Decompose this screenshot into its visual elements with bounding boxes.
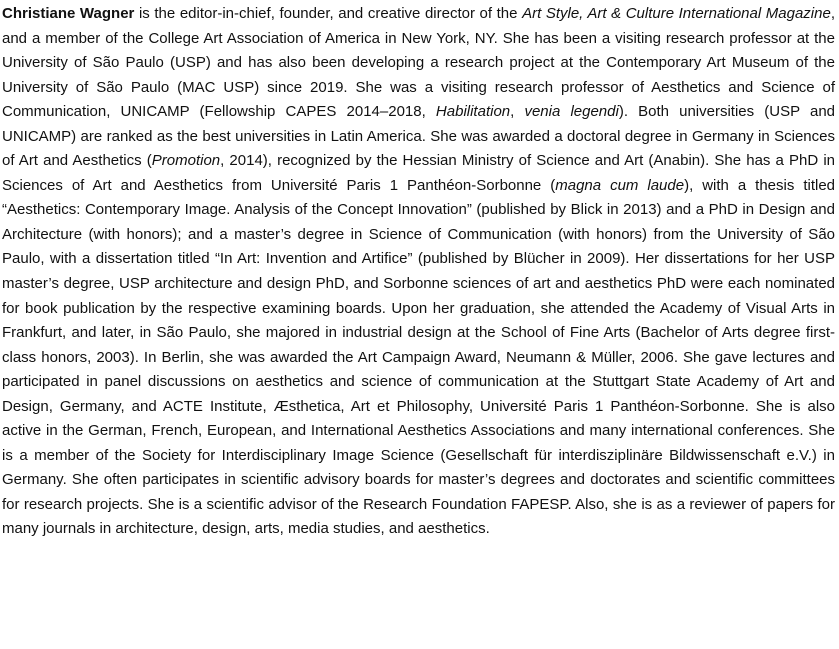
bio-text: ). Both universities (USP and UNICAMP) are ranked as the best universities in Latin America. She was awarded a doctoral degree in Germany in Sciences of Art and Aesthetics ( <box>2 103 836 170</box>
italic-term: Habilitation <box>435 103 511 121</box>
bio-text: , and a member of the College Art Association of America in New York, NY. She has been a visiting research professor at the University of São Paulo (USP) and has also been developing a research project at the Contemporary Art Museum of the University of São Paulo (MAC USP) since 2019. She was a visiting research professor of Aesthetics and Science of Communication, UNICAMP (Fellowship CAPES 2014–2018, <box>2 5 835 121</box>
biography-paragraph <box>2 2 835 542</box>
italic-term: venia legendi <box>524 103 619 121</box>
italic-term: magna cum laude <box>555 176 685 194</box>
bio-text: ), with a thesis titled “Aesthetics: Contemporary Image. Analysis of the Concept Innovation” (published by Blick in 2013) and a PhD in Design and Architecture (with honors); and a master’s degree in Science of Communication (with honors) from the University of São Paulo, with a dissertation titled “In Art: Invention and Artifice” (published by Blücher in 2009). Her dissertations for her USP master’s degree, USP architecture and design PhD, and Sorbonne sciences of art and aesthetics PhD were each nominated for book publication by the respective examining boards. Upon her graduation, she attended the Academy of Visual Arts in Frankfurt, and later, in São Paulo, she majored in industrial design at the School of Fine Arts (Bachelor of Arts degree first-class honors, 2003). In Berlin, she was awarded the Art Campaign Award, Neumann & Müller, 2006. She gave lectures and participated in panel discussions on aesthetics and science of communication at the Stuttgart State Academy of Art and Design, Germany, and ACTE Institute, Æsthetica, Art et Philosophy, Université Paris 1 Panthéon-Sorbonne. She is also active in the German, French, European, and International Aesthetics Associations and many international conferences. She is a member of the Society for Interdisciplinary Image Science (Gesellschaft für interdisziplinäre Bildwissenschaft e.V.) in Germany. She often participates in scientific advisory boards for master’s degrees and doctorates and scientific committees for research projects. She is a scientific advisor of the Research Foundation FAPESP. Also, she is as a reviewer of papers for many journals in architecture, design, arts, media studies, and aesthetics. <box>2 176 836 538</box>
italic-term: Promotion <box>151 152 221 170</box>
bio-text: is the editor-in-chief, founder, and creative director of the <box>134 5 523 22</box>
bio-text: , <box>510 103 525 121</box>
bio-text: , 2014), recognized by the Hessian Ministry of Science and Art (Anabin). She has a PhD in Sciences of Art and Aesthetics from Université Paris 1 Panthéon-Sorbonne ( <box>2 152 835 194</box>
magazine-title: Art Style, Art & Culture International Magazine <box>522 5 831 22</box>
author-name: Christiane Wagner <box>2 5 135 22</box>
